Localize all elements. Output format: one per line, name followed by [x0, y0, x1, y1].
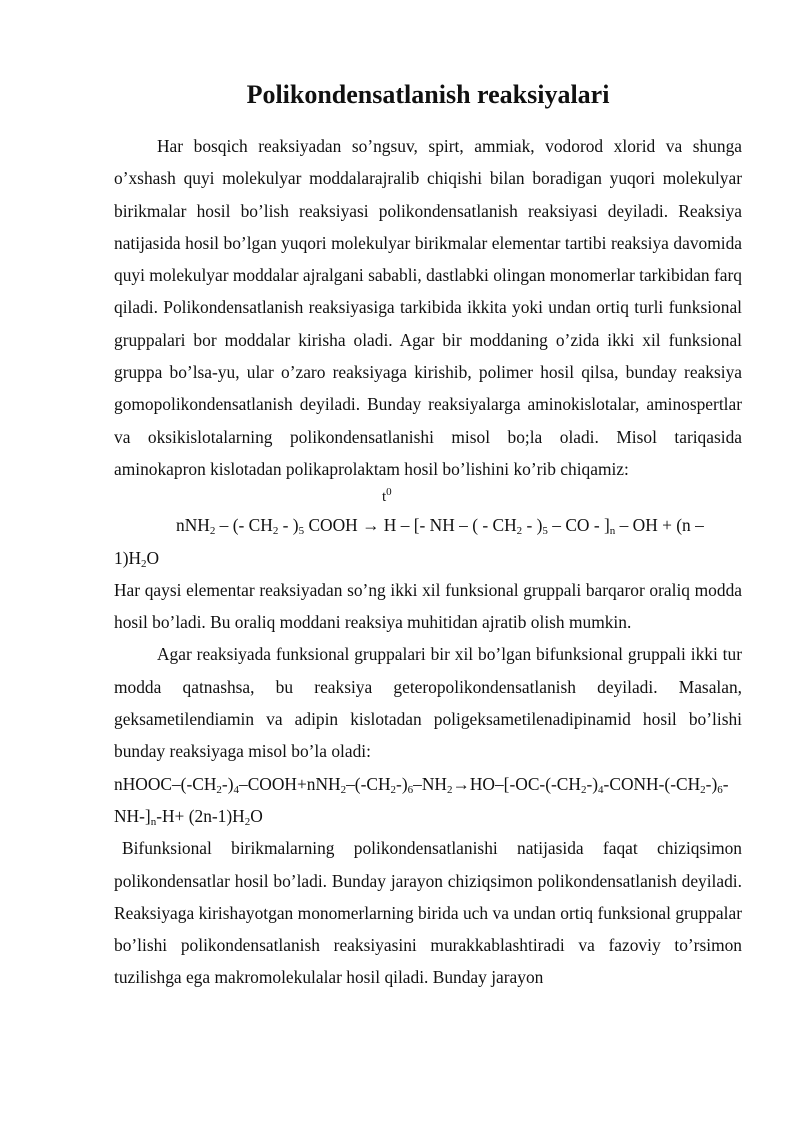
eq2-sub: 2 — [446, 783, 453, 796]
eq1-part: - ) — [522, 515, 543, 536]
eq1-sub: 5 — [542, 525, 548, 538]
eq2-part: nHOOC–(-CH — [114, 773, 217, 794]
eq1-sub: 2 — [516, 525, 523, 538]
eq2-part: O — [250, 805, 263, 826]
eq2-part: –COOH+nNH — [239, 773, 341, 794]
equation-polyhexamethyleneadipinamide — [114, 768, 742, 833]
eq1-part: COOH → H – [- NH – ( - CH — [304, 515, 517, 536]
eq2-part: -CONH-(-CH — [603, 773, 701, 794]
eq2-sub: 2 — [216, 783, 222, 796]
temperature-symbol: t — [382, 489, 387, 506]
eq1-part: – OH + (n – 1)H — [114, 515, 704, 568]
eq1-sub: 2 — [209, 525, 216, 538]
eq2-part: →HO–[-OC-(-CH — [452, 773, 581, 794]
eq2-sub: 6 — [407, 783, 414, 796]
eq2-part: -) — [221, 773, 234, 794]
document-title: Polikondensatlanish reaksiyalari — [246, 80, 610, 109]
temperature-superscript: 0 — [386, 486, 392, 499]
eq1-part: nNH — [176, 515, 210, 536]
eq1-part: – CO - ] — [547, 515, 610, 536]
eq2-sub: 4 — [598, 783, 604, 796]
eq2-part: -NH-] — [114, 773, 729, 826]
eq2-sub: 4 — [233, 783, 240, 796]
paragraph-1: Har bosqich reaksiyadan so’ngsuv, spirt, ammiak, vodorod xlorid va shunga o’xshash quyi molekulyar moddalarajralib chiqishi bilan boradigan yuqori molekulyar birikmalar hosil bo’lish reaksiyasi polikondensatlanish reaksiyasi deyiladi. Reaksiya natijasida hosil bo’lgan yuqori molekulyar birikmalar elementar tartibi reaksiya davomida quyi molekulyar moddalar ajralgani sababli, dastlabki olingan monomerlar tarkibidan farq qiladi. Polikondensatlanish reaksiyasiga tarkibida ikkita yoki undan ortiq turli funksional gruppalari bor moddalar kirisha oladi. Agar bir moddaning o’zida ikki xil funksional gruppa bo’lsa-yu, ular o’zaro reaksiyaga kirishib, polimer hosil qilsa, bunday reaksiya gomopolikondensatlanish deyiladi. Bunday reaksiyalarga aminokislotalar, aminospertlar va oksikislotalarning polikondensatlanishi misol bo;la oladi. Misol tariqasida aminokapron kislotadan polikaprolaktam hosil bo’lishini ko’rib chiqamiz: — [114, 136, 742, 479]
eq1-part: - ) — [278, 515, 299, 536]
document-page — [114, 76, 742, 994]
eq2-part: -) — [705, 773, 718, 794]
eq1-sub: n — [609, 525, 616, 538]
eq1-part: O — [146, 547, 160, 568]
paragraph-3: Agar reaksiyada funksional gruppalari bir xil bo’lgan bifunksional gruppali ikki tur modda qatnashsa, bu reaksiya geteropolikondensatlanish deyiladi. Masalan, geksametilendiamin va adipin kislotadan poligeksametilenadipinamid hosil bo’lishi bunday reaksiyaga misol bo’la oladi: — [114, 644, 742, 762]
eq2-sub: 2 — [340, 783, 347, 796]
eq2-sub: 2 — [700, 783, 706, 796]
eq2-sub: 6 — [717, 783, 723, 796]
eq2-part: -H+ (2n-1)H — [156, 805, 245, 826]
eq2-sub: 2 — [580, 783, 587, 796]
eq2-sub: 2 — [390, 783, 397, 796]
eq2-sub: 2 — [244, 815, 251, 828]
paragraph-2: Har qaysi elementar reaksiyadan so’ng ikki xil funksional gruppali barqaror oraliq modda hosil bo’ladi. Bu oraliq moddani reaksiya muhitidan ajratib olish mumkin. — [114, 579, 742, 633]
eq1-sub: 2 — [272, 525, 279, 538]
eq2-part: -) — [396, 773, 408, 794]
eq2-sub: n — [150, 815, 157, 828]
eq1-sub: 2 — [141, 557, 147, 570]
eq2-part: –NH — [413, 773, 447, 794]
equation-polycaprolactam — [114, 509, 742, 574]
temperature-label — [114, 485, 742, 509]
eq2-part: -) — [586, 773, 599, 794]
paragraph-4: Bifunksional birikmalarning polikondensatlanishi natijasida faqat chiziqsimon polikondensatlar hosil bo’ladi. Bunday jarayon chiziqsimon polikondensatlanish deyiladi. Reaksiyaga kirishayotgan monomerlarning birida uch va undan ortiq funksional gruppalar bo’lishi polikondensatlanish reaksiyasini murakkablashtiradi va fazoviy to’rsimon tuzilishga ega makromolekulalar hosil qiladi. Bunday jarayon — [114, 838, 742, 988]
eq1-part: – (- CH — [215, 515, 273, 536]
eq2-part: –(-CH — [346, 773, 391, 794]
eq1-sub: 5 — [298, 525, 305, 538]
